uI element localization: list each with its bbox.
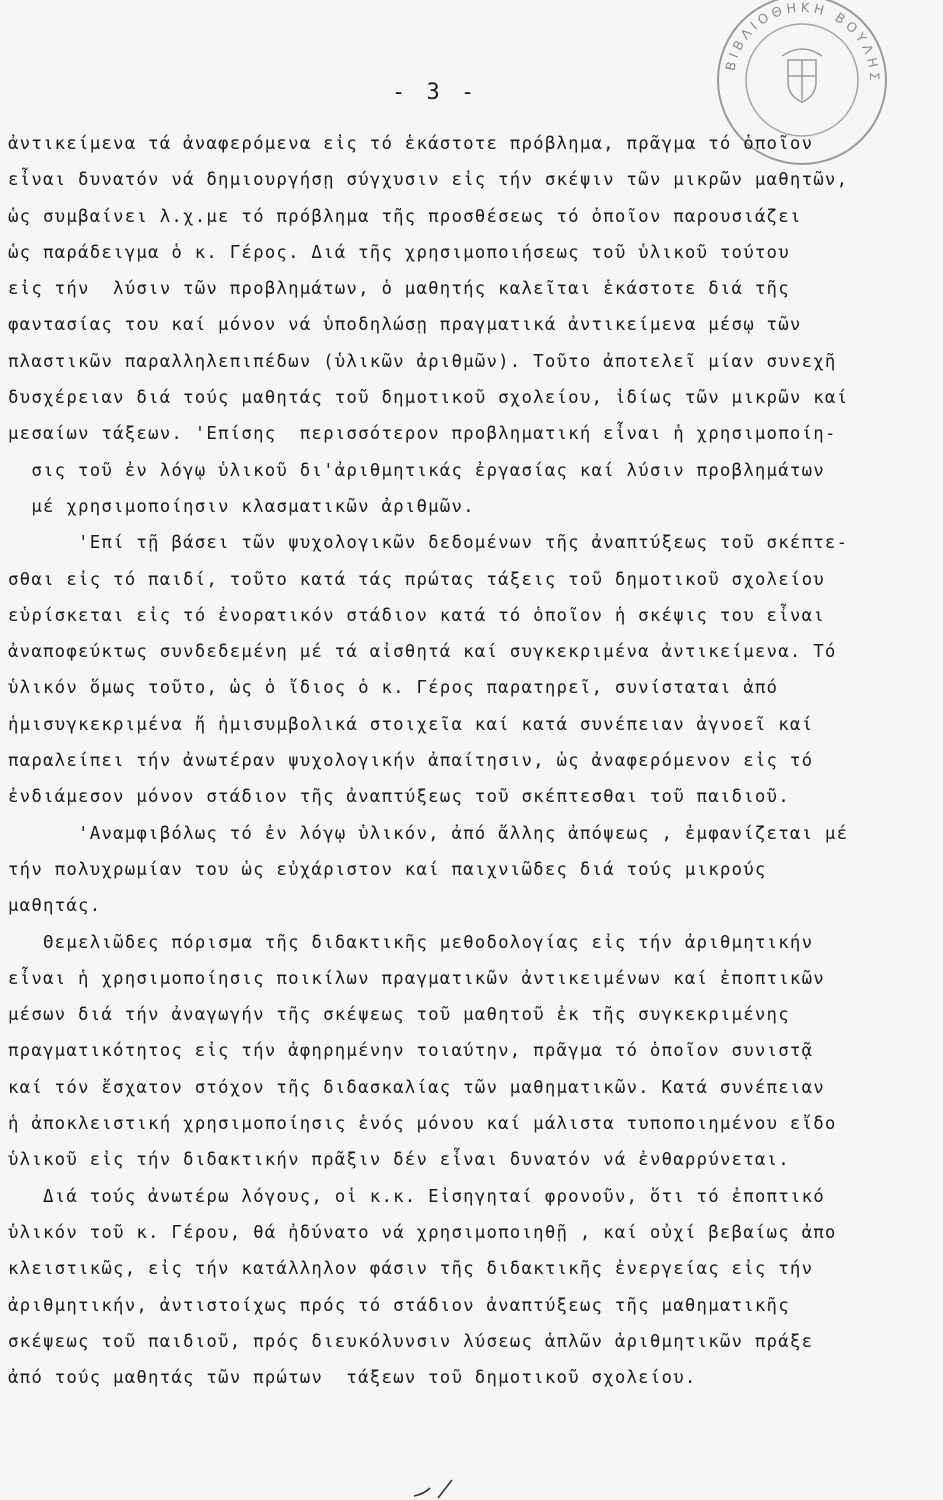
text-line: παραλείπει τήν ἀνωτέραν ψυχολογικήν ἀπαίτησιν, ὡς ἀναφερόμενον εἰς τό [8, 751, 814, 772]
text-line: σκέψεως τοῦ παιδιοῦ, πρός διευκόλυνσιν λύσεως ἁπλῶν ἀριθμητικῶν πράξε [8, 1331, 814, 1352]
text-line: ὑλικόν ὅμως τοῦτο, ὡς ὁ ἴδιος ὁ κ. Γέρος παρατηρεῖ, συνίσταται ἀπό [8, 678, 779, 699]
text-line: ἐνδιάμεσον μόνον στάδιον τῆς ἀναπτύξεως τοῦ σκέπτεσθαι τοῦ παιδιοῦ. [8, 787, 790, 808]
text-line: ὡς παράδειγμα ὁ κ. Γέρος. Διά τῆς χρησιμοποιήσεως τοῦ ὑλικοῦ τούτου [8, 242, 790, 263]
text-line: μέσων διά τήν ἀναγωγήν τῆς σκέψεως τοῦ μαθητοῦ ἐκ τῆς συγκεκριμένης [8, 1005, 790, 1026]
text-line: μέ χρησιμοποίησιν κλασματικῶν ἀριθμῶν. [8, 496, 475, 517]
text-line: 'Επί τῇ βάσει τῶν ψυχολογικῶν δεδομένων τῆς ἀναπτύξεως τοῦ σκέπτε- [8, 533, 849, 554]
text-line: σθαι εἰς τό παιδί, τοῦτο κατά τάς πρώτας τάξεις τοῦ δημοτικοῦ σχολείου [8, 569, 825, 590]
text-line: ἡ ἀποκλειστική χρησιμοποίησις ἑνός μόνου καί μάλιστα τυποποιημένου εἴδο [8, 1114, 837, 1135]
page-number: - 3 - [392, 80, 479, 105]
text-line: ἀριθμητικήν, ἀντιστοίχως πρός τό στάδιον ἀναπτύξεως τῆς μαθηματικῆς [8, 1295, 790, 1316]
text-line: σις τοῦ ἐν λόγῳ ὑλικοῦ δι'ἀριθμητικάς ἐργασίας καί λύσιν προβλημάτων [8, 460, 825, 481]
coat-of-arms-icon [782, 49, 822, 102]
text-line: 'Αναμφιβόλως τό ἐν λόγῳ ὑλικόν, ἀπό ἄλλης ἀπόψεως , ἐμφανίζεται μέ [8, 823, 849, 844]
text-line: ὡς συμβαίνει λ.χ.με τό πρόβλημα τῆς προσθέσεως τό ὁποῖον παρουσιάζει [8, 206, 802, 227]
text-line: φαντασίας του καί μόνον νά ὑποδηλώσῃ πραγματικά ἀντικείμενα μέσῳ τῶν [8, 315, 802, 336]
text-line: Διά τούς ἀνωτέρω λόγους, οἱ κ.κ. Εἰσηγηταί φρονοῦν, ὅτι τό ἐποπτικό [8, 1186, 825, 1207]
text-line: πραγματικότητος εἰς τήν ἀφηρημένην τοιαύτην, πρᾶγμα τό ὁποῖον συνιστᾷ [8, 1041, 814, 1062]
text-line: εἶναι ἡ χρησιμοποίησις ποικίλων πραγματικῶν ἀντικειμένων καί ἐποπτικῶν [8, 968, 825, 989]
text-line: πλαστικῶν παραλληλεπιπέδων (ὑλικῶν ἀριθμῶν). Τοῦτο ἀποτελεῖ μίαν συνεχῆ [8, 351, 837, 372]
text-line: ὑλικοῦ εἰς τήν διδακτικήν πρᾶξιν δέν εἶναι δυνατόν νά ἐνθαρρύνεται. [8, 1150, 790, 1171]
text-line: μεσαίων τάξεων. 'Επίσης περισσότερον προβληματική εἶναι ἡ χρησιμοποίη- [8, 424, 837, 445]
text-line: τήν πολυχρωμίαν του ὡς εὐχάριστον καί παιχνιῶδες διά τούς μικρούς [8, 859, 767, 880]
text-line: ἀντικείμενα τά ἀναφερόμενα εἰς τό ἑκάστοτε πρόβλημα, πρᾶγμα τό ὁποῖον [8, 134, 814, 154]
text-line: δυσχέρειαν διά τούς μαθητάς τοῦ δημοτικοῦ σχολείου, ἰδίως τῶν μικρῶν καί [8, 388, 849, 409]
text-line: εἶναι δυνατόν νά δημιουργήσῃ σύγχυσιν εἰς τήν σκέψιν τῶν μικρῶν μαθητῶν, [8, 170, 849, 191]
stamp-ring-text: ΒΙΒΛΙΟΘΗΚΗ ΒΟΥΛΗΣ [723, 0, 882, 85]
handwritten-mark [410, 1478, 470, 1500]
text-line: μαθητάς. [8, 896, 102, 917]
text-line: εἰς τήν λύσιν τῶν προβλημάτων, ὁ μαθητής καλεῖται ἑκάστοτε διά τῆς [8, 279, 790, 300]
text-line: Θεμελιῶδες πόρισμα τῆς διδακτικῆς μεθοδολογίας εἰς τήν ἀριθμητικήν [8, 932, 814, 953]
text-line: ὑλικόν τοῦ κ. Γέρου, θά ἠδύνατο νά χρησιμοποιηθῇ , καί οὐχί βεβαίως ἀπο [8, 1222, 837, 1243]
body-text [8, 126, 943, 1396]
text-line: κλειστικῶς, εἰς τήν κατάλληλον φάσιν τῆς διδακτικῆς ἐνεργείας εἰς τήν [8, 1259, 814, 1280]
text-line: ἀναποφεύκτως συνδεδεμένη μέ τά αἰσθητά καί συγκεκριμένα ἀντικείμενα. Τό [8, 642, 837, 663]
text-line: καί τόν ἔσχατον στόχον τῆς διδασκαλίας τῶν μαθηματικῶν. Κατά συνέπειαν [8, 1077, 825, 1098]
text-line: ἀπό τούς μαθητάς τῶν πρώτων τάξεων τοῦ δημοτικοῦ σχολείου. [8, 1368, 697, 1389]
text-line: εὑρίσκεται εἰς τό ἐνορατικόν στάδιον κατά τό ὁποῖον ἡ σκέψις του εἶναι [8, 605, 825, 626]
text-line: ἡμισυγκεκριμένα ἤ ἡμισυμβολικά στοιχεῖα καί κατά συνέπειαν ἀγνοεῖ καί [8, 714, 814, 735]
